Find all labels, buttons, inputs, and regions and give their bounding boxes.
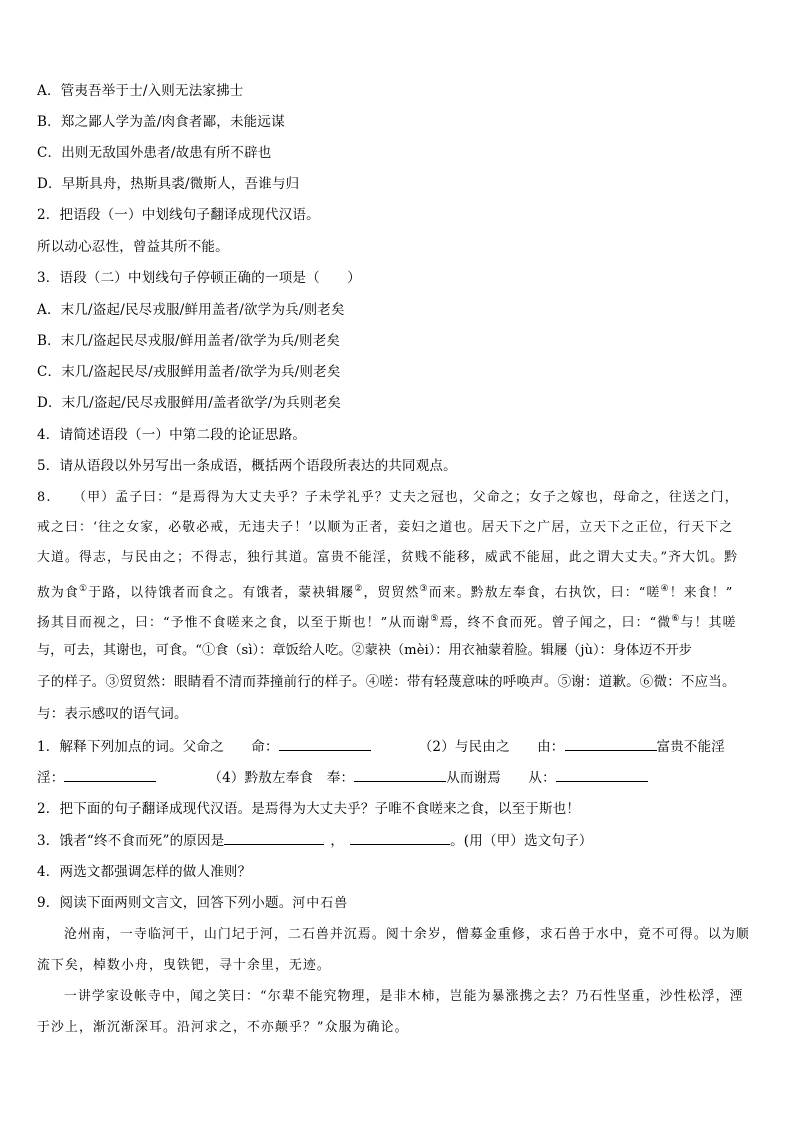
q3-option-a: A．末几/盗起/民尽戎服/鲜用盖者/欲学为兵/则老矣 xyxy=(37,302,345,318)
q8-4: 4．两选文都强调怎样的做人准则？ xyxy=(37,864,252,880)
option-d: D．早斯具舟，热斯具裘/微斯人，吾谁与归 xyxy=(37,176,300,192)
passage-8-line: 8. （甲）孟子曰：“是焉得为大丈夫乎？子未学礼乎？丈夫之冠也，父命之；女子之嫁也，母命之，往送之门， xyxy=(37,490,739,505)
q3-option-c: C．末几/盗起民尽/戎服鲜用盖者/欲学为兵/则老矣 xyxy=(37,364,341,380)
q3-option-d: D．末几/盗起/民尽戎服鲜用/盖者欲学/为兵则老矣 xyxy=(37,395,342,411)
question-5: 5．请从语段以外另写出一条成语，概括两个语段所表达的共同观点。 xyxy=(37,458,457,474)
answer-blank[interactable] xyxy=(350,830,450,845)
passage-9-line: 流下矣，棹数小舟，曳铁钯，寻十余里，无迹。 xyxy=(37,958,331,973)
sentence-to-translate: 所以动心忍性，曾益其所不能。 xyxy=(37,239,229,255)
answer-blank[interactable] xyxy=(224,830,324,845)
footnote-marker: ⑥ xyxy=(671,614,681,624)
passage-8-notes: 与：表示感叹的语气词。 xyxy=(37,706,188,722)
option-a: A．管夷吾举于士/入则无法家拂士 xyxy=(37,83,244,99)
passage-8-line: 扬其目而视之，曰：“予惟不食嗟来之食，以至于斯也！”从而谢⑤焉，终不食而死。曾子闻之，曰：“微⑥与！其嗟 xyxy=(37,614,737,631)
passage-8-line: 敖为食①于路，以待饿者而食之。有饿者，蒙袂辑屦②，贸贸然③而来。黔敖左奉食，右执饮，曰：“嗟④！来食！” xyxy=(37,584,734,601)
answer-blank[interactable] xyxy=(556,767,648,782)
q8-1-line: 1．解释下列加点的词。父命之 命： （2）与民由之 由： 富贵不能淫 xyxy=(37,736,725,757)
footnote-marker: ① xyxy=(79,584,89,594)
footnote-marker: ⑤ xyxy=(430,614,440,624)
footnote-marker: ③ xyxy=(419,584,429,594)
footnote-marker: ② xyxy=(354,584,364,594)
q8-2: 2．把下面的句子翻译成现代汉语。是焉得为大丈夫乎？子唯不食嗟来之食，以至于斯也！ xyxy=(37,801,581,817)
answer-blank[interactable] xyxy=(64,767,156,782)
question-4: 4．请简述语段（一）中第二段的论证思路。 xyxy=(37,427,307,443)
q3-option-b: B．末几/盗起民尽戎服/鲜用盖者/欲学为兵/则老矣 xyxy=(37,333,341,349)
question-3: 3．语段（二）中划线句子停顿正确的一项是（ ） xyxy=(37,270,361,286)
passage-8-notes: 与，可去，其谢也，可食。“①食（sì）：章饭给人吃。②蒙袂（mèi）：用衣袖蒙着脸。辑屦（jù）：身体迈不开步 xyxy=(37,643,692,658)
passage-9-line: 沧州南，一寺临河干，山门圮于河，二石兽并沉焉。阅十余岁，僧募金重修，求石兽于水中，竟不可得。以为顺 xyxy=(64,927,750,942)
question-9: 9．阅读下面两则文言文，回答下列小题。河中石兽 xyxy=(37,895,349,911)
option-c: C．出则无敌国外患者/故患有所不辟也 xyxy=(37,145,272,161)
passage-8-line: 大道。得志，与民由之；不得志，独行其道。富贵不能淫，贫贱不能移，威武不能屈，此之谓大丈夫。”齐大饥。黔 xyxy=(37,550,739,565)
passage-title: 河中石兽 xyxy=(292,896,349,911)
q8-1-line-2: 淫： （4）黔敖左奉食 奉： 从而谢焉 从： xyxy=(37,767,648,788)
answer-blank[interactable] xyxy=(354,767,446,782)
option-b: B．郑之鄙人学为盖/肉食者鄙，未能远谋 xyxy=(37,114,285,130)
passage-8-notes: 子的样子。③贸贸然：眼睛看不清而莽撞前行的样子。④嗟：带有轻蔑意味的呼唤声。⑤谢：道歉。⑥微：不应当。 xyxy=(37,674,736,690)
answer-blank[interactable] xyxy=(565,736,657,751)
passage-9-line: 一讲学家设帐寺中，闻之笑曰：“尔辈不能究物理，是非木柿，岂能为暴涨携之去？乃石性坚重，沙性松浮，湮 xyxy=(64,989,744,1004)
q8-3: 3．饿者“终不食而死”的原因是 ， 。(用（甲）选文句子） xyxy=(37,830,593,851)
passage-9-line: 于沙上，渐沉渐深耳。沿河求之，不亦颠乎？”众服为确论。 xyxy=(37,1020,409,1035)
question-2: 2．把语段（一）中划线句子翻译成现代汉语。 xyxy=(37,207,320,223)
passage-8-line: 戒之曰：‘往之女家，必敬必戒，无违夫子！’以顺为正者，妾妇之道也。居天下之广居，立天下之正位，行天下之 xyxy=(37,520,734,535)
answer-blank[interactable] xyxy=(279,736,371,751)
footnote-marker: ④ xyxy=(660,584,670,594)
